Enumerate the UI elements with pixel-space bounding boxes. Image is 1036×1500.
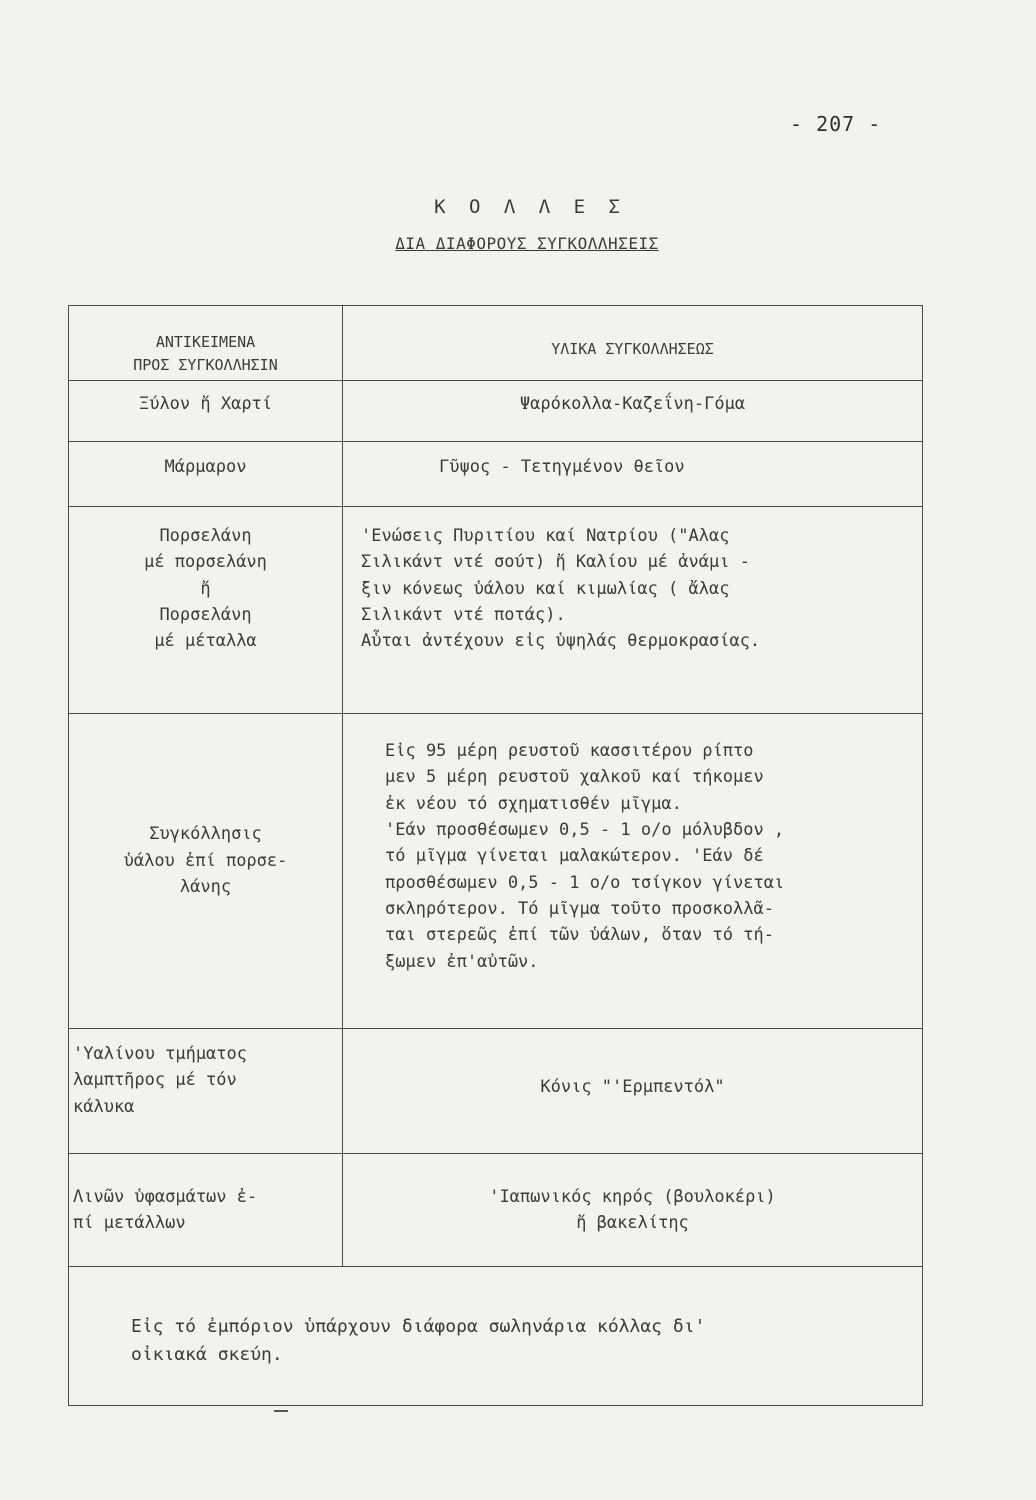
row-materials: 'Ιαπωνικός κηρός (βουλοκέρι) ἤ βακελίτης xyxy=(343,1154,923,1267)
page-subtitle: ΔΙΑ ΔΙΑΦΟΡΟΥΣ ΣΥΓΚΟΛΛΗΣΕΙΣ xyxy=(395,234,659,253)
table-footer-row xyxy=(69,1267,923,1406)
row-materials: Εἰς 95 μέρη ρευστοῦ κασσιτέρου ρίπτο μεν 5 μέρη ρευστοῦ χαλκοῦ καί τήκομεν ἐκ νέου τό σχηματισθέν μῖγμα. 'Εάν προσθέσωμεν 0,5 - 1 ο/ο μόλυβδον , τό μῖγμα γίνεται μαλακώτερον. 'Εάν δέ προσθέσωμεν 0,5 - 1 ο/ο τσίγκον γίνεται σκληρότερον. Τό μῖγμα τοῦτο προσκολλᾶ- ται στερεῶς ἐπί τῶν ὑάλων, ὅταν τό τή- ξωμεν ἐπ'αὐτῶν. xyxy=(343,714,923,1029)
row-object: Ξύλον ἤ Χαρτί xyxy=(69,381,343,442)
table-row xyxy=(69,1029,923,1154)
glue-table xyxy=(68,305,923,1406)
row-object: Πορσελάνη μέ πορσελάνη ἤ Πορσελάνη μέ μέταλλα xyxy=(69,507,343,714)
row-materials: Ψαρόκολλα-Καζεΐνη-Γόμα xyxy=(343,381,923,442)
row-object: 'Υαλίνου τμήματος λαμπτῆρος μέ τόν κάλυκα xyxy=(69,1029,343,1154)
table-row xyxy=(69,714,923,1029)
stray-mark xyxy=(274,1410,288,1412)
table-footer-cell xyxy=(69,1267,923,1406)
row-object: Μάρμαρον xyxy=(69,442,343,507)
table-header-row xyxy=(69,306,923,381)
row-materials: Κόνις "'Ερμπεντόλ" xyxy=(343,1029,923,1154)
row-materials: 'Ενώσεις Πυριτίου καί Νατρίου ("Αλας Σιλικάντ ντέ σούτ) ἤ Καλίου μέ ἀνάμι - ξιν κόνεως ὑάλου καί κιμωλίας ( ἄλας Σιλικάντ ντέ ποτάς). Αὗται ἀντέχουν εἰς ὑψηλάς θερμοκρασίας. xyxy=(343,507,923,714)
table-footer-note: Εἰς τό ἐμπόριον ὑπάρχουν διάφορα σωληνάρια κόλλας δι' οἰκιακά σκεύη. xyxy=(131,1316,706,1365)
page-title: Κ Ο Λ Λ Ε Σ xyxy=(434,196,626,218)
header-materials: ΥΛΙΚΑ ΣΥΓΚΟΛΛΗΣΕΩΣ xyxy=(343,306,923,381)
row-object: Συγκόλλησις ὑάλου ἐπί πορσε- λάνης xyxy=(69,714,343,1029)
header-objects: ΑΝΤΙΚΕΙΜΕΝΑ ΠΡΟΣ ΣΥΓΚΟΛΛΗΣΙΝ xyxy=(69,306,343,381)
table-row xyxy=(69,1154,923,1267)
table-row xyxy=(69,381,923,442)
page-number: - 207 - xyxy=(790,112,882,136)
row-materials: Γῦψος - Τετηγμένον θεῖον xyxy=(343,442,923,507)
table-row xyxy=(69,442,923,507)
table-row xyxy=(69,507,923,714)
row-object: Λινῶν ὑφασμάτων ἐ- πί μετάλλων xyxy=(69,1154,343,1267)
